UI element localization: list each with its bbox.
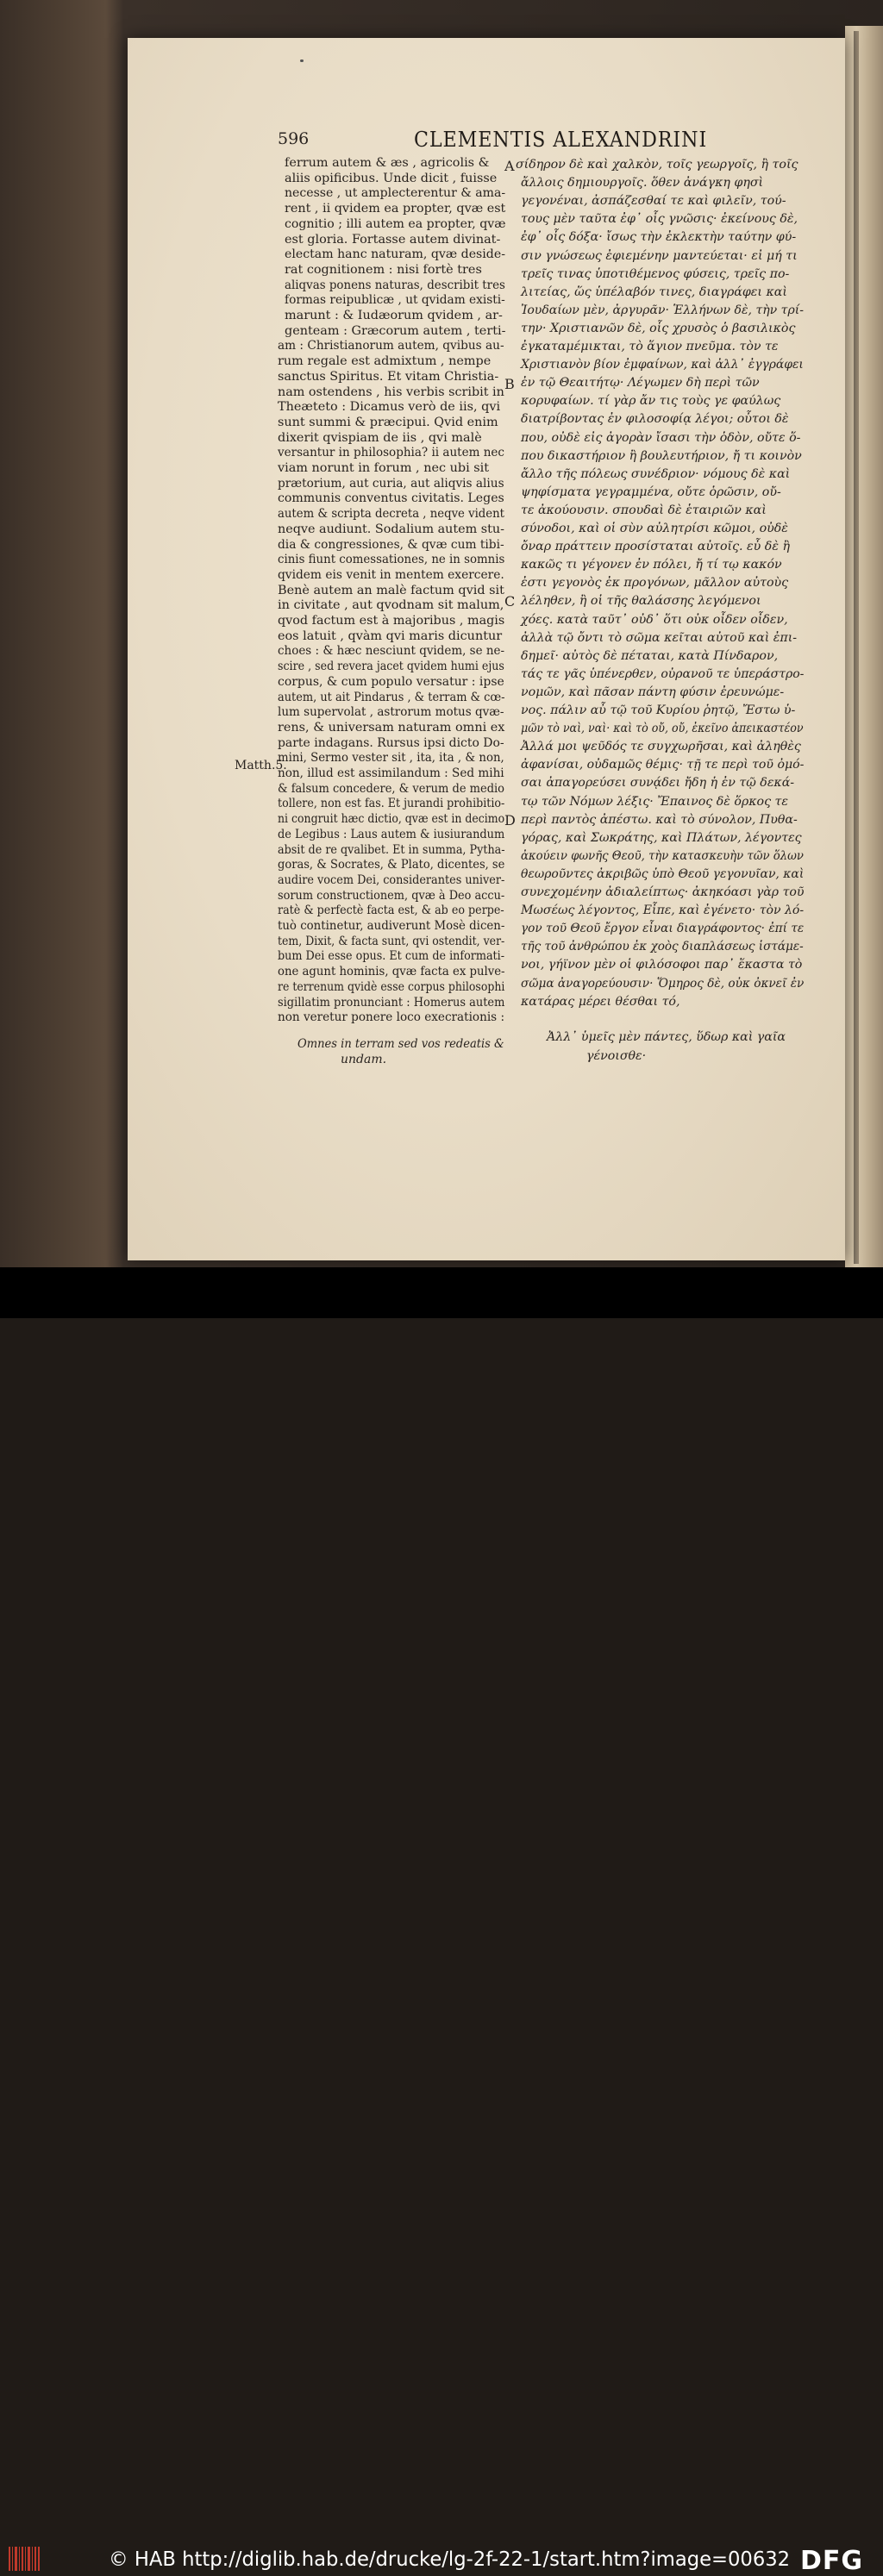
margin-note: Matth.5. (235, 759, 287, 772)
greek-line: γεγονέναι, ἀσπάζεσθαί τε καὶ φιλεῖν, τού- (521, 194, 786, 209)
latin-line: choes : & hæc nesciunt qvidem, se ne- (278, 644, 505, 659)
greek-line: νοι, γήϊνον μὲν οἱ φιλόσοφοι παρ᾽ ἕκαστα τὸ (521, 958, 803, 972)
greek-line: τῆς τοῦ ἀνθρώπου ἐκ χοὸς διαπλάσεως ἱστάμε- (521, 940, 804, 954)
page-number: 596 (278, 129, 310, 148)
latin-line: rens, & universam naturam omni ex (278, 720, 505, 735)
latin-line: aliis opificibus. Unde dicit , fuisse (285, 171, 498, 185)
greek-line: θεωροῦντες ἀκριβῶς ὑπὸ Θεοῦ γεγονυῖαν, καὶ (521, 866, 805, 881)
latin-line: dixerit qvispiam de iis , qvi malè (278, 430, 482, 445)
latin-line: est gloria. Fortasse autem divinat- (285, 232, 501, 247)
greek-line: που δικαστήριον ἢ βουλευτήριον, ἤ τι κοινὸν (521, 448, 802, 463)
latin-line: lum supervolat , astrorum motus qvæ- (278, 705, 504, 720)
greek-line: τε ἀκούουσιν. σπουδαὶ δὲ ἑταιριῶν καὶ (521, 503, 767, 517)
latin-line: qvod factum est à majoribus , magis (278, 614, 505, 628)
latin-line: qvidem eis venit in mentem exercere. (278, 567, 504, 582)
latin-line: one agunt hominis, qvæ facta ex pulve- (278, 965, 505, 979)
latin-verse-line: undam. (341, 1053, 387, 1066)
section-marker-c: C (504, 593, 516, 610)
greek-line: κακῶς τι γέγονεν ἐν πόλει, ἤ τί τῳ κακόν (521, 558, 782, 572)
latin-line: marunt : & Iudæorum qvidem , ar- (285, 309, 503, 322)
latin-line: am : Christianorum autem, qvibus au- (278, 339, 504, 353)
latin-line: re terrenum qvidè esse corpus philosophi (278, 979, 505, 994)
greek-line: σαι ἀπαγορεύσει συνᾴδει ἤδη ἡ ἐν τῷ δεκά- (521, 776, 795, 791)
latin-line: autem, ut ait Pindarus , & terram & cœ- (278, 690, 505, 704)
latin-line: sunt summi & præcipui. Qvid enim (278, 415, 498, 429)
latin-line: & falsum concedere, & verum de medio (278, 781, 505, 796)
latin-line: tollere, non est fas. Et jurandi prohibitio- (278, 797, 505, 811)
greek-line: Ἀλλά μοι ψεῦδός τε συγχωρῆσαι, καὶ ἀληθὲς (521, 740, 801, 754)
greek-line: ἐστι γεγονὸς ἐκ προγόνων, μᾶλλον αὐτοὺς (521, 576, 789, 591)
greek-line: σύνοδοι, καὶ οἱ σὺν αὐλητρίσι κῶμοι, οὐδὲ (521, 522, 788, 535)
greek-line: μῶν τὸ ναὶ, ναὶ· καὶ τὸ οὔ, οὔ, ἐκεῖνο ἀπεικαστέον (521, 722, 804, 736)
latin-line: corpus, & cum populo versatur : ipse (278, 674, 504, 689)
latin-line: nam ostendens , his verbis scribit in (278, 385, 504, 399)
greek-line: Μωσέως λέγοντος, Εἶπε, καὶ ἐγένετο· τὸν λό- (521, 903, 805, 918)
greek-line: Ἰουδαίων μὲν, ἀργυρᾶν· Ἑλλήνων δὲ, τὴν τρί- (521, 303, 804, 317)
greek-line: ἄλλο τῆς πόλεως συνέδριον· νόμους δὲ καὶ (521, 466, 791, 481)
greek-line: νομῶν, καὶ πᾶσαν πάντη φύσιν ἐρευνώμε- (521, 685, 785, 699)
latin-line: tem, Dixit, & facta sunt, qvi ostendit, ver- (278, 934, 505, 948)
latin-line: parte indagans. Rursus ipsi dicto Do- (278, 735, 504, 750)
greek-line: τους μὲν ταῦτα ἐφ᾽ οἷς γνῶσις· ἐκείνους δὲ, (521, 212, 798, 227)
greek-line: κορυφαίων. τί γὰρ ἄν τις τοὺς γε φαύλως (521, 394, 781, 409)
latin-line: non veretur ponere loco execrationis : (278, 1010, 505, 1025)
section-marker-a: A (504, 158, 515, 174)
greek-line: ψηφίσματα γεγραμμένα, οὔτε ὁρῶσιν, οὔ- (521, 485, 781, 499)
section-marker-d: D (504, 812, 516, 828)
latin-line: viam norunt in forum , nec ubi sit (278, 461, 490, 475)
latin-line: sanctus Spiritus. Et vitam Christia- (278, 369, 499, 384)
greek-line: συνεχομένην ἀδιαλείπτως· ἀκηκόασι γὰρ τοῦ (521, 885, 805, 899)
greek-line: κατάρας μέρει θέσθαι τό, (521, 994, 680, 1009)
latin-line: Theæteto : Dicamus verò de iis, qvi (278, 400, 501, 415)
latin-verse-line: Omnes in terram sed vos redeatis & (297, 1037, 504, 1051)
latin-line: non, illud est assimilandum : Sed mihi (278, 766, 504, 780)
latin-line: absit de re qvalibet. Et in summa, Pytha- (278, 842, 505, 857)
latin-line: dia & congressiones, & qvæ cum tibi- (278, 537, 504, 552)
greek-line: γόρας, καὶ Σωκράτης, καὶ Πλάτων, λέγοντες (521, 830, 802, 845)
latin-line: prætorium, aut curia, aut aliqvis alius (278, 476, 504, 491)
latin-line: tuò continetur, audiverunt Mosè dicen- (278, 919, 505, 933)
greek-line: ἀκούειν φωνῆς Θεοῦ, τὴν κατασκευὴν τῶν ὅλων (521, 848, 804, 863)
greek-line: που, οὐδὲ εἰς ἀγορὰν ἴσασι τὴν ὁδὸν, οὔτε ὅ- (521, 430, 801, 445)
latin-line: Benè autem an malè factum qvid sit (278, 583, 504, 597)
book-spine (845, 26, 883, 1267)
greek-line: διατρίβοντας ἐν φιλοσοφίᾳ λέγοι; οὗτοι δὲ (521, 412, 789, 427)
greek-line: ἐν τῷ Θεαιτήτῳ· Λέγωμεν δὴ περὶ τῶν (521, 376, 760, 391)
greek-line: νος. πάλιν αὖ τῷ τοῦ Κυρίου ῥητῷ, Ἔστω ὑ- (521, 703, 796, 717)
dfg-logo: DFG (800, 2546, 864, 2576)
greek-verse-line: Ἀλλ᾽ ὑμεῖς μὲν πάντες, ὕδωρ καὶ γαῖα (547, 1030, 786, 1044)
copyright-link[interactable]: © HAB http://diglib.hab.de/drucke/lg-2f-22-1/start.htm?image=00632 (109, 2548, 791, 2571)
greek-line: Χριστιανὸν βίον ἐμφαίνων, καὶ ἀλλ᾽ ἐγγράφει (521, 358, 804, 372)
greek-line: ἀλλὰ τῷ ὄντι τὸ σῶμα κεῖται αὐτοῦ καὶ ἐπι- (521, 630, 798, 645)
greek-line: λέληθεν, ἢ οἱ τῆς θαλάσσης λεγόμενοι (521, 594, 761, 609)
latin-line: ferrum autem & æs , agricolis & (285, 156, 490, 170)
latin-line: neqve audiunt. Sodalium autem stu- (278, 522, 504, 536)
greek-line: περὶ παντὸς ἀπέστω. καὶ τὸ σύνολον, Πυθα- (521, 812, 798, 827)
greek-line: σίδηρον δὲ καὶ χαλκὸν, τοῖς γεωργοῖς, ἢ τοῖς (516, 158, 798, 172)
latin-line: genteam : Græcorum autem , terti- (285, 323, 506, 338)
greek-line: χόες. κατὰ ταῦτ᾽ οὐδ᾽ ὅτι οὐκ οἶδεν οἶδεν, (521, 612, 788, 627)
latin-line: ni congruit hæc dictio, qvæ est in decimo (278, 812, 505, 827)
latin-line: necesse , ut amplecterentur & ama- (285, 186, 506, 201)
latin-line: rent , ii qvidem ea propter, qvæ est (285, 202, 506, 216)
greek-line: σῶμα ἀναγορεύουσιν· Ὅμηρος δὲ, οὐκ ὀκνεῖ ἐν (521, 976, 805, 991)
latin-line: rat cognitionem : nisi fortè tres (285, 262, 482, 277)
greek-line: τάς τε γᾶς ὑπένερθεν, οὐρανοῦ τε ὑπεράστρο- (521, 666, 805, 681)
greek-line: τρεῖς τινας ὑποτιθέμενος φύσεις, τρεῖς πο- (521, 266, 790, 281)
latin-line: formas reipublicæ , ut qvidam existi- (285, 293, 505, 308)
latin-line: de Legibus : Laus autem & iusiurandum (278, 827, 505, 841)
greek-line: ἀφανίσαι, οὐδαμῶς θέμις· τῇ τε περὶ τοῦ ὀμό- (521, 758, 805, 772)
greek-line: γον τοῦ Θεοῦ ἔργον εἶναι διαγράφοντος· ἐπί τε (521, 922, 805, 936)
ink-speck (300, 59, 304, 62)
latin-line: aliqvas ponens naturas, describit tres (285, 278, 505, 292)
greek-line: ἐγκαταμέμικται, τὸ ἅγιον πνεῦμα. τὸν τε (521, 340, 779, 353)
latin-line: eos latuit , qvàm qvi maris dicuntur (278, 628, 503, 643)
latin-line: goras, & Socrates, & Plato, dicentes, se (278, 858, 505, 872)
section-marker-b: B (504, 376, 515, 392)
latin-line: ratè & perfectè facta est, & ab eo perpe- (278, 903, 504, 918)
latin-line: cinis fiunt comessationes, ne in somnis (278, 553, 505, 567)
greek-verse-line: γένοισθε· (586, 1049, 647, 1063)
latin-line: sorum constructionem, qvæ à Deo accu- (278, 888, 505, 903)
greek-line: τῳ τῶν Νόμων λέξις· Ἔπαινος δὲ ὅρκος τε (521, 794, 789, 809)
latin-line: mini, Sermo vester sit , ita, ita , & non, (278, 751, 504, 766)
greek-line: ἐφ᾽ οἷς δόξα· ἴσως τὴν ἐκλεκτὴν ταύτην φύ- (521, 230, 797, 245)
latin-line: electam hanc naturam, qvæ deside- (285, 247, 505, 262)
footer-bar (0, 1267, 883, 2576)
latin-line: in civitate , aut qvodnam sit malum, (278, 598, 504, 613)
latin-line: rum regale est admixtum , nempe (278, 354, 492, 369)
latin-line: bum Dei esse opus. Et cum de informati- (278, 949, 505, 964)
latin-line: communis conventus civitatis. Leges (278, 491, 504, 506)
scan-background (0, 0, 883, 1267)
greek-line: ὄναρ πράττειν προσίσταται αὐτοῖς. εὖ δὲ ἢ (521, 540, 790, 554)
latin-line: autem & scripta decreta , neqve vident (278, 507, 504, 522)
latin-line: audire vocem Dei, considerantes univer- (278, 872, 505, 887)
greek-line: την· Χριστιανῶν δὲ, οἷς χρυσὸς ὁ βασιλικὸς (521, 321, 796, 335)
running-head: CLEMENTIS ALEXANDRINI (414, 128, 708, 152)
latin-line: sigillatim pronunciant : Homerus autem (278, 995, 505, 1010)
book-spine-shadow (854, 31, 859, 1264)
greek-line: λιτείας, ὥς ὑπέλαβόν τινες, διαγράφει καὶ (521, 284, 787, 299)
greek-line: δημεῖ· αὐτὸς δὲ πέταται, κατὰ Πίνδαρον, (521, 648, 779, 663)
latin-line: versantur in philosophia? ii autem nec (278, 446, 504, 460)
greek-line: ἄλλοις δημιουργοῖς. ὅθεν ἀνάγκη φησὶ (521, 176, 764, 191)
barcode-icon (9, 2547, 40, 2571)
latin-line: cognitio ; illi autem ea propter, qvæ (285, 216, 506, 231)
greek-line: σιν γνώσεως ἐφιεμένην μαντεύεται· εἰ μή τι (521, 248, 798, 263)
latin-line: scire , sed revera jacet qvidem humi ejus (278, 660, 504, 674)
